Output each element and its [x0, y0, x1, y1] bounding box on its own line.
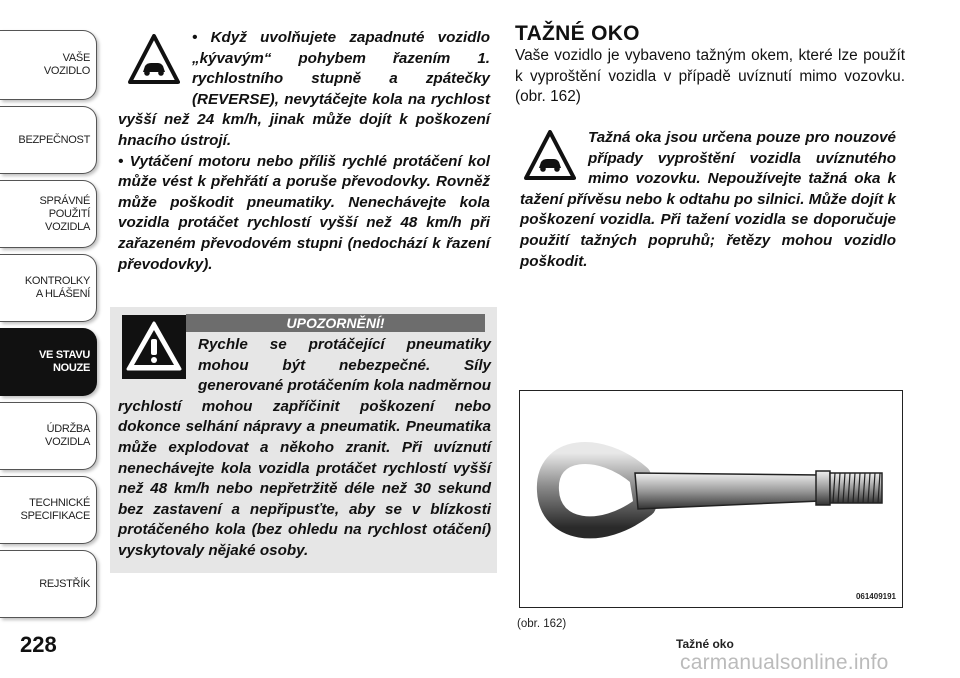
- intro-paragraph: Vaše vozidlo je vybaveno tažným okem, které lze použít k vyproštění vozidla v případě uvíznutí mimo vozovku. (obr. 162): [515, 47, 905, 105]
- tow-eye-illustration: [520, 391, 904, 609]
- tab-bezpecnost[interactable]: BEZPEČNOST: [0, 106, 97, 174]
- tab-kontrolky-a-hlaseni[interactable]: KONTROLKY A HLÁŠENÍ: [0, 254, 97, 322]
- warning-title: UPOZORNĚNÍ!: [186, 314, 485, 332]
- tab-spravne-pouziti-vozidla[interactable]: SPRÁVNÉ POUŽITÍ VOZIDLA: [0, 180, 97, 248]
- tab-udrzba-vozidla[interactable]: ÚDRŽBA VOZIDLA: [0, 402, 97, 470]
- exclamation-warning-icon: [122, 315, 186, 379]
- overheating-paragraph: • Vytáčení motoru nebo příliš rychlé protáčení kol může vést k přehřátí a poruše převodovky. Rovněž může poškodit pneumatiky. Nenechávejte kola vozidla protáčet rychlostí vyšší než 48 km/h při zařazeném převodovém stupni (nedochází k řazení převodovky).: [118, 152, 490, 273]
- warning-box: [110, 307, 497, 573]
- figure-162: [519, 390, 903, 608]
- right-column: [515, 22, 905, 108]
- figure-code: 061409191: [855, 592, 896, 601]
- tow-eye-caution: [520, 128, 896, 272]
- page-number: 228: [20, 632, 57, 657]
- rocking-vehicle-paragraph: • Když uvolňujete zapadnuté vozidlo „kývavým“ pohybem řazením 1. rychlostního stupně a zpátečky (REVERSE), nevytáčejte kola na rychlost vyšší než 24 km/h, jinak může dojít k poškození hnacího ústrojí.: [118, 29, 490, 149]
- tab-vase-vozidlo[interactable]: VAŠE VOZIDLO: [0, 30, 97, 100]
- car-caution-icon: [128, 34, 180, 86]
- caution-text: Tažná oka jsou určena pouze pro nouzové případy vyproštění vozidla uvíznutého mimo vozovku. Nepoužívejte tažná oka k tažení přívěsu nebo k odtahu po silnici. Může dojít k poškození vozidla. Při tažení vozidla se doporučuje použití tažných popruhů; řetězy mohou vozidlo poškodit.: [520, 129, 896, 270]
- tab-technicke-specifikace[interactable]: TECHNICKÉ SPECIFIKACE: [0, 476, 97, 544]
- figure-label: (obr. 162): [517, 618, 567, 630]
- tab-ve-stavu-nouze[interactable]: VE STAVU NOUZE: [0, 328, 97, 396]
- tab-rejstrik[interactable]: REJSTŘÍK: [0, 550, 97, 618]
- car-caution-icon: [524, 130, 576, 182]
- watermark: carmanualsonline.info: [680, 651, 889, 674]
- left-column: [118, 28, 490, 275]
- warning-text: Rychle se protáčející pneumatiky mohou být nebezpečné. Síly generované protáčením kola nadměrnou rychlostí mohou zapříčinit poškození nebo dokonce selhání nápravy a pneumatik. Pneumatika může explodovat a někoho zranit. Při uvíznutí nenechávejte kola vozidla protáčet rychlostí vyšší než 48 km/h nebo nepřetržitě déle než 30 sekund bez zastavení a nepřipusťte, aby se v blízkosti protáčeného kola (bez ohledu na rychlost otáčení) vyskytovaly nějaké osoby.: [118, 336, 491, 559]
- section-title: TAŽNÉ OKO: [515, 22, 640, 45]
- figure-caption: Tažné oko: [676, 637, 734, 651]
